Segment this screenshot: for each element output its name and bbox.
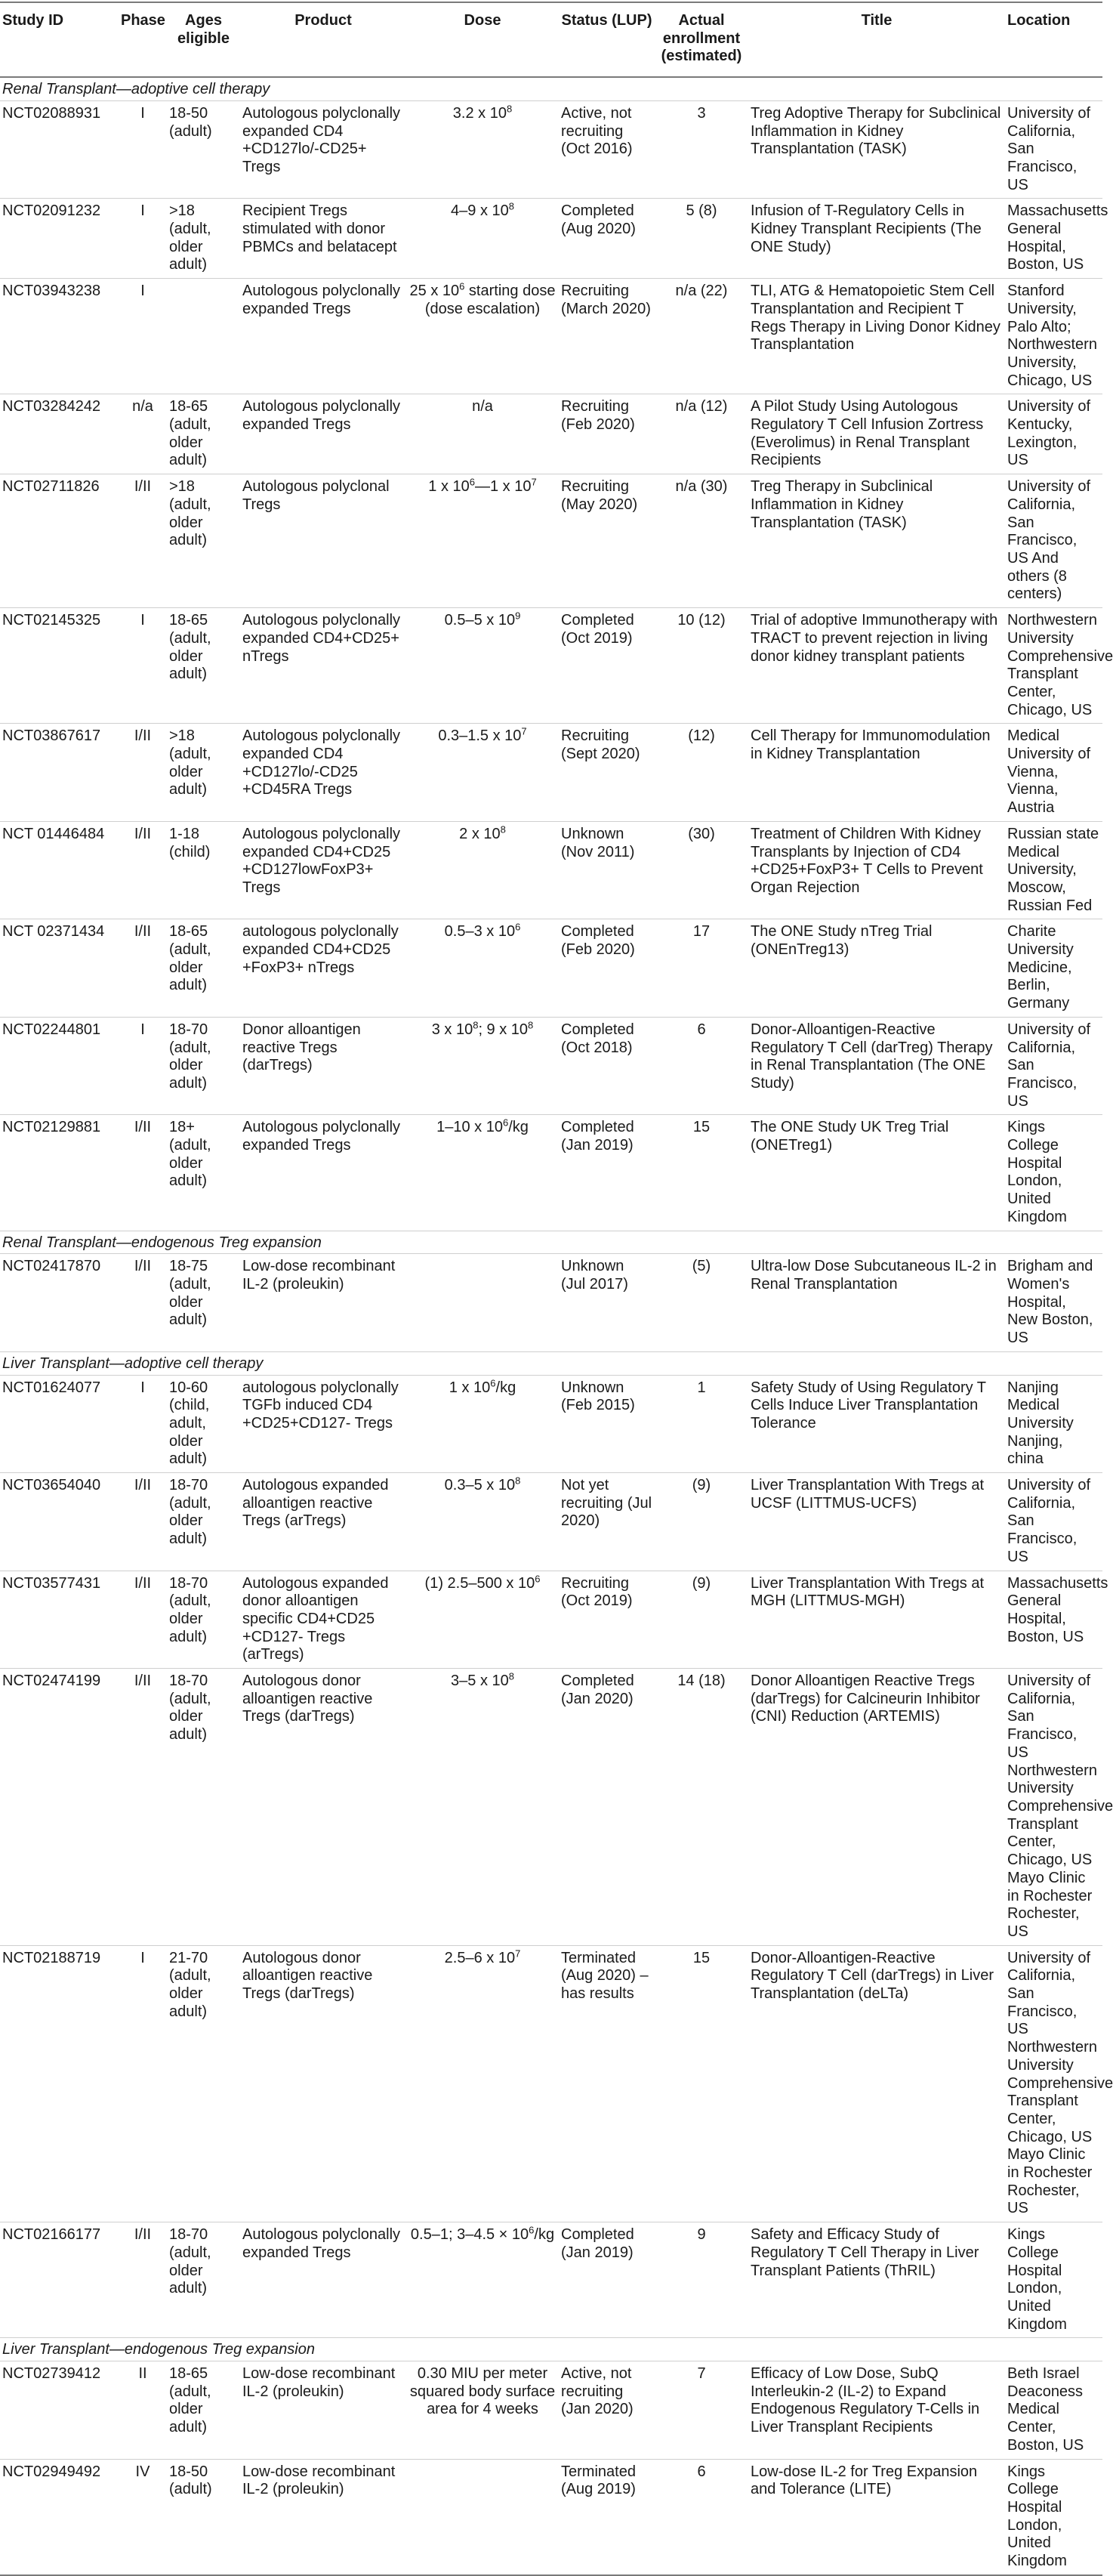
cell-ages: 18-75 (adult, older adult) [167, 1254, 240, 1352]
section-row [0, 1231, 1102, 1254]
cell-product: Autologous polyclonally expanded Tregs [240, 279, 406, 394]
cell-location: Kings College Hospital London, United Kingdom [1005, 2459, 1102, 2575]
cell-dose: 25 x $10^6$ starting dose (dose escalation) [406, 279, 559, 394]
cell-enrollment: 9 [655, 2222, 748, 2338]
cell-dose: 0.5–3 x $10^6$ [406, 919, 559, 1018]
table-row [0, 724, 1102, 822]
cell-enrollment: n/a (12) [655, 394, 748, 474]
cell-product: Autologous polyclonally expanded Tregs [240, 1115, 406, 1231]
table-row [0, 1473, 1102, 1571]
cell-status: Completed (Jan 2019) [559, 1115, 655, 1231]
cell-study-id: NCT 01446484 [0, 821, 119, 919]
cell-dose: 1 x $10^6/kg$ [406, 1375, 559, 1473]
cell-product: Autologous polyclonally expanded CD4 +CD127lo/-CD25+ Tregs [240, 100, 406, 199]
cell-enrollment: 5 (8) [655, 199, 748, 279]
cell-dose: 1–10 x $10^6/kg$ [406, 1115, 559, 1231]
cell-title: Treatment of Children With Kidney Transplants by Injection of CD4 +CD25+FoxP3+ T Cells to Prevent Organ Rejection [748, 821, 1005, 919]
cell-ages: 18-65 (adult, older adult) [167, 608, 240, 724]
cell-ages: >18 (adult, older adult) [167, 474, 240, 608]
cell-study-id: NCT02145325 [0, 608, 119, 724]
cell-ages: 18-50 (adult) [167, 100, 240, 199]
cell-status: Recruiting (Feb 2020) [559, 394, 655, 474]
cell-study-id: NCT02417870 [0, 1254, 119, 1352]
cell-enrollment: 17 [655, 919, 748, 1018]
cell-phase: I/II [119, 821, 167, 919]
cell-ages: 21-70 (adult, older adult) [167, 1945, 240, 2222]
cell-phase: I [119, 1945, 167, 2222]
cell-product: Donor alloantigen reactive Tregs (darTregs) [240, 1017, 406, 1115]
cell-title: Efficacy of Low Dose, SubQ Interleukin-2 (IL-2) to Expand Endogenous Regulatory T-Cells in Liver Transplant Recipients [748, 2361, 1005, 2460]
cell-title: Treg Therapy in Subclinical Inflammation in Kidney Transplantation (TASK) [748, 474, 1005, 608]
cell-product: Autologous polyclonal Tregs [240, 474, 406, 608]
cell-title: The ONE Study nTreg Trial (ONEnTreg13) [748, 919, 1005, 1018]
cell-product: Low-dose recombinant IL-2 (proleukin) [240, 2459, 406, 2575]
table-row [0, 2222, 1102, 2338]
cell-location: University of Kentucky, Lexington, US [1005, 394, 1102, 474]
cell-product: Autologous polyclonally expanded CD4+CD25 +CD127lowFoxP3+ Tregs [240, 821, 406, 919]
cell-location: University of California, San Francisco, US And others (8 centers) [1005, 474, 1102, 608]
table-row [0, 1254, 1102, 1352]
cell-product: autologous polyclonally TGFb induced CD4 +CD25+CD127- Tregs [240, 1375, 406, 1473]
table-row [0, 2459, 1102, 2575]
cell-product: Autologous expanded donor alloantigen specific CD4+CD25 +CD127- Tregs (arTregs) [240, 1571, 406, 1669]
table-row [0, 608, 1102, 724]
cell-ages: 18-50 (adult) [167, 2459, 240, 2575]
cell-enrollment: 10 (12) [655, 608, 748, 724]
cell-phase: n/a [119, 394, 167, 474]
cell-enrollment: 6 [655, 2459, 748, 2575]
cell-study-id: NCT02166177 [0, 2222, 119, 2338]
cell-dose [406, 2459, 559, 2575]
table-row [0, 100, 1102, 199]
cell-phase: I/II [119, 2222, 167, 2338]
cell-status: Unknown (Feb 2015) [559, 1375, 655, 1473]
cell-title: Cell Therapy for Immunomodulation in Kidney Transplantation [748, 724, 1005, 822]
header-ages: Ages eligible [167, 2, 240, 77]
header-product: Product [240, 2, 406, 77]
table-row [0, 821, 1102, 919]
table-row [0, 474, 1102, 608]
cell-study-id: NCT02474199 [0, 1669, 119, 1946]
cell-title: Ultra-low Dose Subcutaneous IL-2 in Renal Transplantation [748, 1254, 1005, 1352]
cell-status: Recruiting (March 2020) [559, 279, 655, 394]
cell-title: TLI, ATG & Hematopoietic Stem Cell Transplantation and Recipient T Regs Therapy in Living Donor Kidney Transplantation [748, 279, 1005, 394]
cell-title: A Pilot Study Using Autologous Regulatory T Cell Infusion Zortress (Everolimus) in Renal Transplant Recipients [748, 394, 1005, 474]
cell-phase: I [119, 100, 167, 199]
cell-location: Nanjing Medical University Nanjing, china [1005, 1375, 1102, 1473]
section-label: Liver Transplant—adoptive cell therapy [0, 1351, 1102, 1375]
cell-title: Infusion of T-Regulatory Cells in Kidney Transplant Recipients (The ONE Study) [748, 199, 1005, 279]
table-header [0, 2, 1102, 77]
cell-phase: I/II [119, 1571, 167, 1669]
cell-enrollment: (5) [655, 1254, 748, 1352]
cell-status: Active, not recruiting (Oct 2016) [559, 100, 655, 199]
cell-location: Beth Israel Deaconess Medical Center, Boston, US [1005, 2361, 1102, 2460]
cell-study-id: NCT02739412 [0, 2361, 119, 2460]
cell-product: Low-dose recombinant IL-2 (proleukin) [240, 1254, 406, 1352]
cell-ages: 10-60 (child, adult, older adult) [167, 1375, 240, 1473]
cell-title: Safety Study of Using Regulatory T Cells Induce Liver Transplantation Tolerance [748, 1375, 1005, 1473]
cell-status: Not yet recruiting (Jul 2020) [559, 1473, 655, 1571]
cell-product: Autologous polyclonally expanded Tregs [240, 394, 406, 474]
cell-enrollment: 14 (18) [655, 1669, 748, 1946]
cell-enrollment: (12) [655, 724, 748, 822]
cell-location: Massachusetts General Hospital, Boston, US [1005, 1571, 1102, 1669]
cell-title: Low-dose IL-2 for Treg Expansion and Tolerance (LITE) [748, 2459, 1005, 2575]
table-row [0, 1945, 1102, 2222]
header-phase: Phase [119, 2, 167, 77]
section-label: Renal Transplant—adoptive cell therapy [0, 77, 1102, 100]
cell-ages: 18-65 (adult, older adult) [167, 394, 240, 474]
cell-dose: 0.30 MIU per meter squared body surface area for 4 weeks [406, 2361, 559, 2460]
cell-status: Recruiting (Sept 2020) [559, 724, 655, 822]
header-location: Location [1005, 2, 1102, 77]
cell-title: Trial of adoptive Immunotherapy with TRACT to prevent rejection in living donor kidney transplant patients [748, 608, 1005, 724]
cell-dose: 2 x $10^8$ [406, 821, 559, 919]
cell-study-id: NCT03867617 [0, 724, 119, 822]
cell-dose: n/a [406, 394, 559, 474]
cell-ages: 18-70 (adult, older adult) [167, 1017, 240, 1115]
cell-phase: I/II [119, 1254, 167, 1352]
cell-ages: 18-65 (adult, older adult) [167, 2361, 240, 2460]
cell-status: Completed (Feb 2020) [559, 919, 655, 1018]
cell-status: Recruiting (Oct 2019) [559, 1571, 655, 1669]
section-row [0, 77, 1102, 100]
cell-enrollment: n/a (22) [655, 279, 748, 394]
cell-location: University of California, San Francisco, US Northwestern University Comprehensive Transplant Center, Chicago, US Mayo Clinic in Rochester Rochester, US [1005, 1945, 1102, 2222]
cell-phase: I [119, 1017, 167, 1115]
cell-status: Terminated (Aug 2019) [559, 2459, 655, 2575]
cell-dose: (1) 2.5–500 x $10^6$ [406, 1571, 559, 1669]
table-row [0, 1115, 1102, 1231]
cell-enrollment: 6 [655, 1017, 748, 1115]
cell-status: Completed (Oct 2018) [559, 1017, 655, 1115]
section-label: Liver Transplant—endogenous Treg expansion [0, 2338, 1102, 2361]
cell-location: Brigham and Women's Hospital, New Boston, US [1005, 1254, 1102, 1352]
cell-title: Safety and Efficacy Study of Regulatory T Cell Therapy in Liver Transplant Patients (ThRIL) [748, 2222, 1005, 2338]
cell-status: Terminated (Aug 2020) – has results [559, 1945, 655, 2222]
cell-phase: I/II [119, 724, 167, 822]
cell-ages: 18-70 (adult, older adult) [167, 1473, 240, 1571]
cell-dose: 3–5 x $10^8$ [406, 1669, 559, 1946]
cell-enrollment: (9) [655, 1571, 748, 1669]
cell-title: Liver Transplantation With Tregs at MGH (LITTMUS-MGH) [748, 1571, 1005, 1669]
cell-enrollment: 7 [655, 2361, 748, 2460]
cell-dose: 3.2 x $10^8$ [406, 100, 559, 199]
cell-dose: 2.5–6 x $10^7$ [406, 1945, 559, 2222]
cell-product: Autologous expanded alloantigen reactive Tregs (arTregs) [240, 1473, 406, 1571]
cell-product: Recipient Tregs stimulated with donor PBMCs and belatacept [240, 199, 406, 279]
header-study-id: Study ID [0, 2, 119, 77]
cell-study-id: NCT 02371434 [0, 919, 119, 1018]
cell-location: Northwestern University Comprehensive Transplant Center, Chicago, US [1005, 608, 1102, 724]
cell-location: University of California, San Francisco, US [1005, 1017, 1102, 1115]
cell-ages: 18-70 (adult, older adult) [167, 2222, 240, 2338]
cell-product: Autologous donor alloantigen reactive Tregs (darTregs) [240, 1945, 406, 2222]
cell-status: Completed (Jan 2019) [559, 2222, 655, 2338]
cell-phase: II [119, 2361, 167, 2460]
clinical-trials-table [0, 2, 1113, 2576]
cell-status: Recruiting (May 2020) [559, 474, 655, 608]
cell-dose: 0.3–1.5 x $10^7$ [406, 724, 559, 822]
cell-title: Treg Adoptive Therapy for Subclinical Inflammation in Kidney Transplantation (TASK) [748, 100, 1005, 199]
cell-enrollment: n/a (30) [655, 474, 748, 608]
table-row [0, 394, 1102, 474]
header-enrollment: Actual enrollment (estimated) [655, 2, 748, 77]
cell-status: Completed (Jan 2020) [559, 1669, 655, 1946]
cell-ages: 1-18 (child) [167, 821, 240, 919]
cell-product: autologous polyclonally expanded CD4+CD25 +FoxP3+ nTregs [240, 919, 406, 1018]
cell-enrollment: (9) [655, 1473, 748, 1571]
cell-dose: 4–9 x $10^8$ [406, 199, 559, 279]
cell-phase: I/II [119, 1669, 167, 1946]
section-row [0, 1351, 1102, 1375]
cell-study-id: NCT02091232 [0, 199, 119, 279]
cell-phase: I [119, 608, 167, 724]
cell-status: Completed (Aug 2020) [559, 199, 655, 279]
table-row [0, 199, 1102, 279]
cell-phase: I [119, 1375, 167, 1473]
cell-study-id: NCT02129881 [0, 1115, 119, 1231]
header-dose: Dose [406, 2, 559, 77]
cell-title: The ONE Study UK Treg Trial (ONETreg1) [748, 1115, 1005, 1231]
cell-dose: 1 x $10^6—1$ x $10^7$ [406, 474, 559, 608]
cell-location: University of California, San Francisco, US [1005, 100, 1102, 199]
cell-title: Donor-Alloantigen-Reactive Regulatory T Cell (darTregs) in Liver Transplantation (deLTa) [748, 1945, 1005, 2222]
cell-dose: 3 x $10^8$; 9 x $10^8$ [406, 1017, 559, 1115]
cell-phase: I/II [119, 1473, 167, 1571]
cell-ages: 18-70 (adult, older adult) [167, 1669, 240, 1946]
cell-dose [406, 1254, 559, 1352]
cell-enrollment: 15 [655, 1115, 748, 1231]
table-row [0, 1571, 1102, 1669]
cell-location: Medical University of Vienna, Vienna, Austria [1005, 724, 1102, 822]
cell-ages: 18+ (adult, older adult) [167, 1115, 240, 1231]
cell-location: Stanford University, Palo Alto; Northwestern University, Chicago, US [1005, 279, 1102, 394]
cell-title: Donor Alloantigen Reactive Tregs (darTregs) for Calcineurin Inhibitor (CNI) Reduction (ARTEMIS) [748, 1669, 1005, 1946]
cell-location: Russian state Medical University, Moscow, Russian Fed [1005, 821, 1102, 919]
cell-title: Liver Transplantation With Tregs at UCSF (LITTMUS-UCFS) [748, 1473, 1005, 1571]
header-row [0, 2, 1102, 77]
cell-status: Unknown (Jul 2017) [559, 1254, 655, 1352]
cell-study-id: NCT02088931 [0, 100, 119, 199]
cell-product: Autologous polyclonally expanded Tregs [240, 2222, 406, 2338]
table-row [0, 2361, 1102, 2460]
cell-ages [167, 279, 240, 394]
cell-enrollment: (30) [655, 821, 748, 919]
cell-enrollment: 3 [655, 100, 748, 199]
cell-location: Kings College Hospital London, United Kingdom [1005, 2222, 1102, 2338]
cell-dose: 0.5–1; $3-4.5 \times 10^6/kg$ [406, 2222, 559, 2338]
cell-dose: 0.5–5 x $10^9$ [406, 608, 559, 724]
cell-phase: IV [119, 2459, 167, 2575]
cell-study-id: NCT01624077 [0, 1375, 119, 1473]
cell-ages: 18-65 (adult, older adult) [167, 919, 240, 1018]
cell-phase: I [119, 279, 167, 394]
cell-enrollment: 15 [655, 1945, 748, 2222]
table-body [0, 77, 1113, 2575]
cell-ages: 18-70 (adult, older adult) [167, 1571, 240, 1669]
cell-status: Active, not recruiting (Jan 2020) [559, 2361, 655, 2460]
cell-study-id: NCT02949492 [0, 2459, 119, 2575]
table-row [0, 1669, 1102, 1946]
cell-study-id: NCT02711826 [0, 474, 119, 608]
header-status: Status (LUP) [559, 2, 655, 77]
cell-product: Autologous polyclonally expanded CD4 +CD127lo/-CD25 +CD45RA Tregs [240, 724, 406, 822]
cell-study-id: NCT03943238 [0, 279, 119, 394]
cell-product: Low-dose recombinant IL-2 (proleukin) [240, 2361, 406, 2460]
cell-study-id: NCT02244801 [0, 1017, 119, 1115]
cell-ages: >18 (adult, older adult) [167, 724, 240, 822]
cell-title: Donor-Alloantigen-Reactive Regulatory T Cell (darTreg) Therapy in Renal Transplantation (The ONE Study) [748, 1017, 1005, 1115]
cell-location: Massachusetts General Hospital, Boston, US [1005, 199, 1102, 279]
cell-location: Charite University Medicine, Berlin, Germany [1005, 919, 1102, 1018]
cell-enrollment: 1 [655, 1375, 748, 1473]
cell-status: Unknown (Nov 2011) [559, 821, 655, 919]
cell-location: Kings College Hospital London, United Kingdom [1005, 1115, 1102, 1231]
section-row [0, 2338, 1102, 2361]
cell-ages: >18 (adult, older adult) [167, 199, 240, 279]
table-row [0, 919, 1102, 1018]
table-row [0, 1017, 1102, 1115]
cell-product: Autologous donor alloantigen reactive Tregs (darTregs) [240, 1669, 406, 1946]
cell-phase: I [119, 199, 167, 279]
cell-study-id: NCT03654040 [0, 1473, 119, 1571]
cell-phase: I/II [119, 474, 167, 608]
cell-dose: 0.3–5 x $10^8$ [406, 1473, 559, 1571]
cell-phase: I/II [119, 1115, 167, 1231]
cell-status: Completed (Oct 2019) [559, 608, 655, 724]
cell-study-id: NCT02188719 [0, 1945, 119, 2222]
cell-product: Autologous polyclonally expanded CD4+CD25+ nTregs [240, 608, 406, 724]
table-row [0, 1375, 1102, 1473]
cell-location: University of California, San Francisco, US Northwestern University Comprehensive Transplant Center, Chicago, US Mayo Clinic in Rochester Rochester, US [1005, 1669, 1102, 1946]
cell-study-id: NCT03284242 [0, 394, 119, 474]
cell-location: University of California, San Francisco, US [1005, 1473, 1102, 1571]
header-title: Title [748, 2, 1005, 77]
cell-phase: I/II [119, 919, 167, 1018]
section-label: Renal Transplant—endogenous Treg expansion [0, 1231, 1102, 1254]
cell-study-id: NCT03577431 [0, 1571, 119, 1669]
table-row [0, 279, 1102, 394]
